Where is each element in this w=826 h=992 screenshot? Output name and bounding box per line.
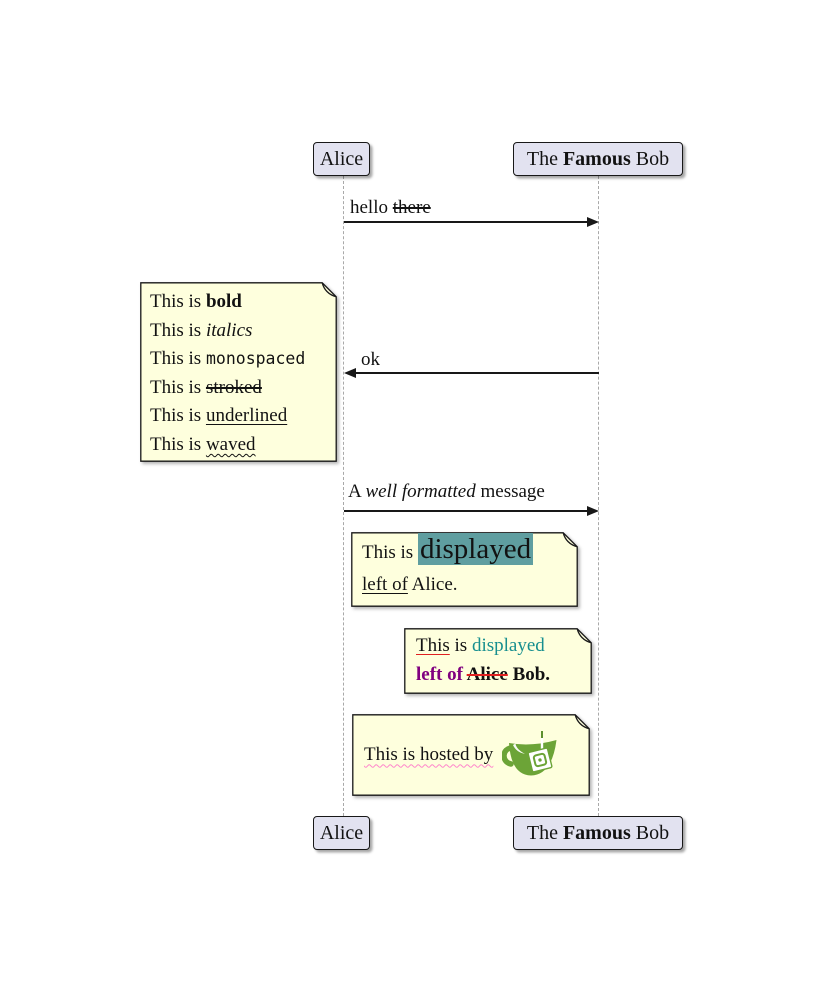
note-line: This is stroked	[150, 376, 262, 398]
participant-label: Alice	[319, 821, 364, 844]
message-formatted-label: A well formatted message	[348, 481, 545, 502]
note-displayed-alice	[351, 532, 578, 607]
message-hello-label: hello there	[350, 197, 431, 218]
participant-label: Alice	[319, 147, 364, 170]
note-line: This is waved	[150, 433, 256, 455]
lifeline-bob	[598, 176, 599, 816]
plantuml-teacup-icon	[502, 731, 560, 779]
participant-bob-bottom	[513, 816, 683, 850]
participant-alice-bottom	[313, 816, 370, 850]
hosted-by-label: This is hosted by	[364, 743, 494, 765]
note-line: This is bold	[150, 291, 242, 312]
participant-label: The Famous Bob	[526, 147, 670, 170]
participant-label: The Famous Bob	[526, 821, 670, 844]
message-hello-line	[344, 221, 590, 223]
note-line: This is italics	[150, 319, 253, 341]
note-line: left of Alice Bob.	[416, 663, 551, 685]
participant-alice-top	[313, 142, 370, 176]
note-line: This is monospaced	[150, 348, 306, 370]
message-ok-label: ok	[361, 349, 380, 370]
note-line: left of Alice.	[362, 574, 458, 595]
participant-bob-top	[513, 142, 683, 176]
lifeline-alice	[343, 176, 344, 816]
note-text-formats	[140, 282, 337, 462]
arrowhead-left-icon	[344, 368, 356, 378]
arrowhead-right-icon	[587, 506, 599, 516]
message-formatted-line	[344, 510, 590, 512]
note-line: This is displayed	[416, 635, 545, 656]
note-hosted-by	[352, 714, 590, 796]
arrowhead-right-icon	[587, 217, 599, 227]
note-line: This is displayed	[362, 533, 532, 565]
note-displayed-bob	[404, 628, 592, 694]
note-line: This is underlined	[150, 405, 288, 427]
message-ok-line	[353, 372, 599, 374]
